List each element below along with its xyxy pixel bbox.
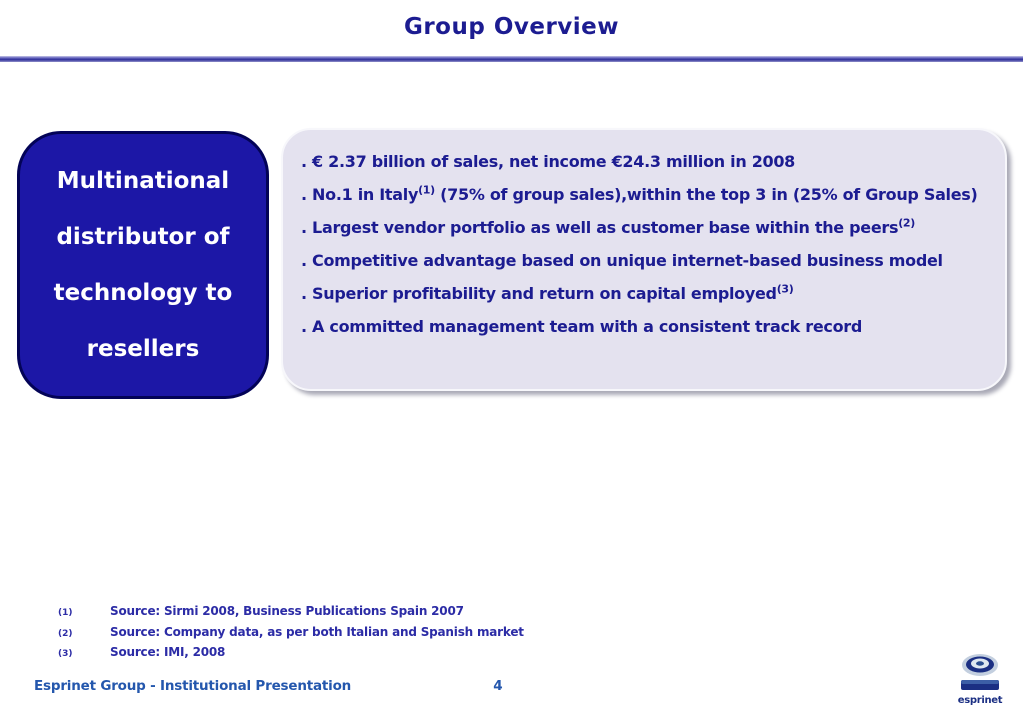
- footnote-marker: (2): [58, 628, 73, 639]
- footnote-text: Source: Company data, as per both Italian and Spanish market: [110, 624, 524, 639]
- bullet-text: . Largest vendor portfolio as well as customer base within the peers: [301, 218, 899, 237]
- bullet-item: [301, 211, 993, 244]
- footnote-text: Source: Sirmi 2008, Business Publications Spain 2007: [110, 604, 464, 618]
- esprinet-logo: [950, 650, 1010, 707]
- overview-panel: [281, 128, 1007, 391]
- bullet-text: (75% of group sales),within the top 3 in (25% of Group Sales): [434, 185, 978, 204]
- bullet-item: [301, 145, 993, 178]
- bullet-text: . Superior profitability and return on capital employed: [301, 284, 777, 303]
- statement-line: distributor of: [56, 224, 230, 250]
- bullet-text: . € 2.37 billion of sales, net income €24.3 million in 2008: [301, 152, 796, 171]
- title-rule: [0, 56, 1023, 62]
- footnote-ref: (2): [898, 216, 915, 230]
- footnote-row: [58, 643, 524, 664]
- statement-lines: [20, 134, 266, 396]
- logo-swirl-icon: [950, 650, 1010, 694]
- footnote-marker: (3): [58, 649, 73, 659]
- bullet-item: [301, 178, 993, 211]
- footnotes: [58, 602, 524, 664]
- bullet-item: [301, 310, 993, 343]
- bullet-text: . No.1 in Italy: [301, 185, 419, 204]
- footer-title: Esprinet Group - Institutional Presentation: [34, 678, 352, 694]
- bullet-item: [301, 277, 993, 310]
- footnote-ref: (1): [418, 183, 435, 197]
- footnote-row: [58, 602, 524, 623]
- footnote-row: [58, 623, 524, 644]
- page-title: Group Overview: [403, 14, 620, 40]
- page-number: 4: [493, 678, 503, 694]
- footnote-text: Source: IMI, 2008: [110, 645, 226, 659]
- statement-line: Multinational: [56, 168, 230, 194]
- bullet-item: [301, 244, 993, 277]
- footnote-ref: (3): [776, 282, 794, 296]
- bullet-list: [283, 130, 1005, 343]
- footnote-marker: (1): [58, 608, 73, 618]
- bullet-text: . Competitive advantage based on unique internet-based business model: [301, 251, 943, 270]
- logo-wordmark: esprinet: [957, 695, 1003, 706]
- bullet-text: . A committed management team with a consistent track record: [301, 317, 863, 336]
- left-statement-box: [17, 131, 269, 399]
- statement-line: technology to: [53, 280, 233, 306]
- statement-line: resellers: [86, 336, 200, 362]
